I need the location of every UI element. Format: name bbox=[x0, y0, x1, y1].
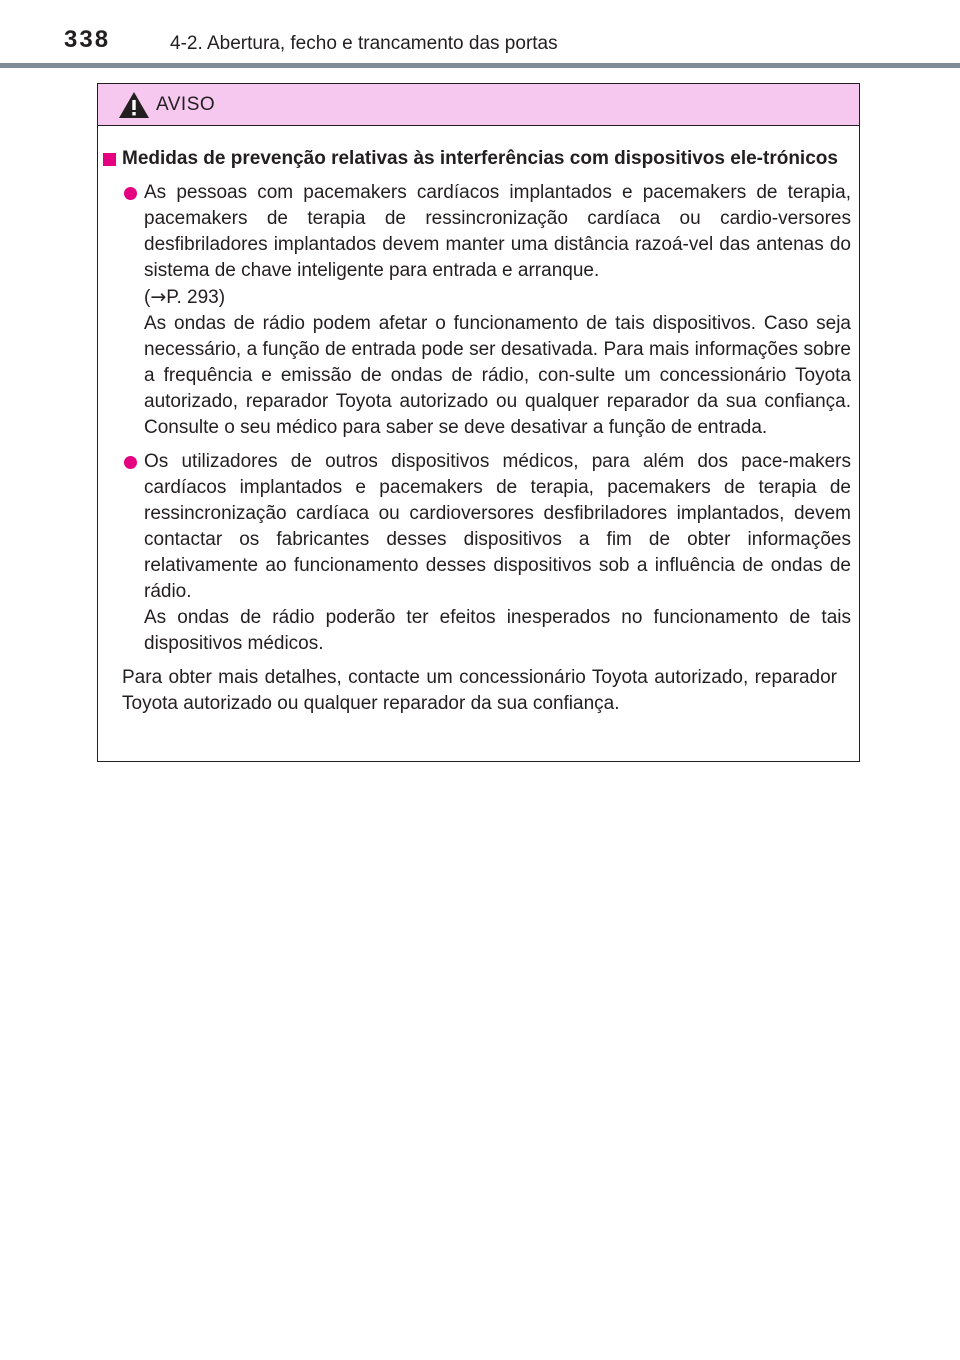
closing-text: Para obter mais detalhes, contacte um concessionário Toyota autorizado, reparador Toyota autorizado ou qualquer reparador da sua confiança. bbox=[122, 667, 837, 714]
page-number: 338 bbox=[64, 26, 111, 53]
topic-title: Medidas de prevenção relativas às interferências com dispositivos ele-trónicos bbox=[122, 148, 838, 169]
page-reference: (→P. 293) bbox=[144, 286, 226, 308]
arrow-right-icon: → bbox=[150, 286, 167, 308]
warning-topic bbox=[122, 146, 851, 717]
warning-label: AVISO bbox=[156, 94, 216, 115]
bullet-text: As ondas de rádio podem afetar o funcionamento de tais dispositivos. Caso seja necessário, a função de entrada pode ser desativada. Para mais informações sobre a frequência e emissão de ondas de rádio, con-sulte um concessionário Toyota autorizado, reparador Toyota autorizado ou qualquer reparador da sua confiança. Consulte o seu médico para saber se deve desativar a função de entrada. bbox=[144, 313, 851, 438]
warning-triangle-icon bbox=[118, 91, 150, 119]
warning-body bbox=[98, 126, 859, 717]
bullet-text: As ondas de rádio poderão ter efeitos inesperados no funcionamento de tais dispositivos médicos. bbox=[144, 607, 851, 654]
bullet-text: Os utilizadores de outros dispositivos médicos, para além dos pace-makers cardíacos implantados e pacemakers de terapia, pacemakers de terapia de ressincronização cardíaca ou cardioversores desfibriladores implantados, devem contactar os fabricantes desses dispositivos a fim de obter informações relativamente ao funcionamento desses dispositivos sob a influência de ondas de rádio. bbox=[144, 451, 851, 602]
warning-box bbox=[97, 83, 860, 762]
bullet-text: As pessoas com pacemakers cardíacos implantados e pacemakers de terapia, pacemakers de terapia de ressincronização cardíaca ou cardio-versores desfibriladores implantados devem manter uma distância razoá-vel das antenas do sistema de chave inteligente para entrada e arranque. bbox=[144, 182, 851, 281]
section-title: 4-2. Abertura, fecho e trancamento das portas bbox=[170, 33, 558, 54]
header-divider bbox=[0, 63, 960, 68]
page-reference-number: P. 293 bbox=[166, 287, 219, 308]
page-header bbox=[0, 0, 960, 70]
list-item bbox=[122, 180, 851, 441]
list-item bbox=[122, 449, 851, 657]
square-bullet-icon bbox=[103, 153, 116, 166]
warning-header bbox=[98, 84, 859, 126]
round-bullet-icon bbox=[124, 456, 137, 469]
round-bullet-icon bbox=[124, 187, 137, 200]
